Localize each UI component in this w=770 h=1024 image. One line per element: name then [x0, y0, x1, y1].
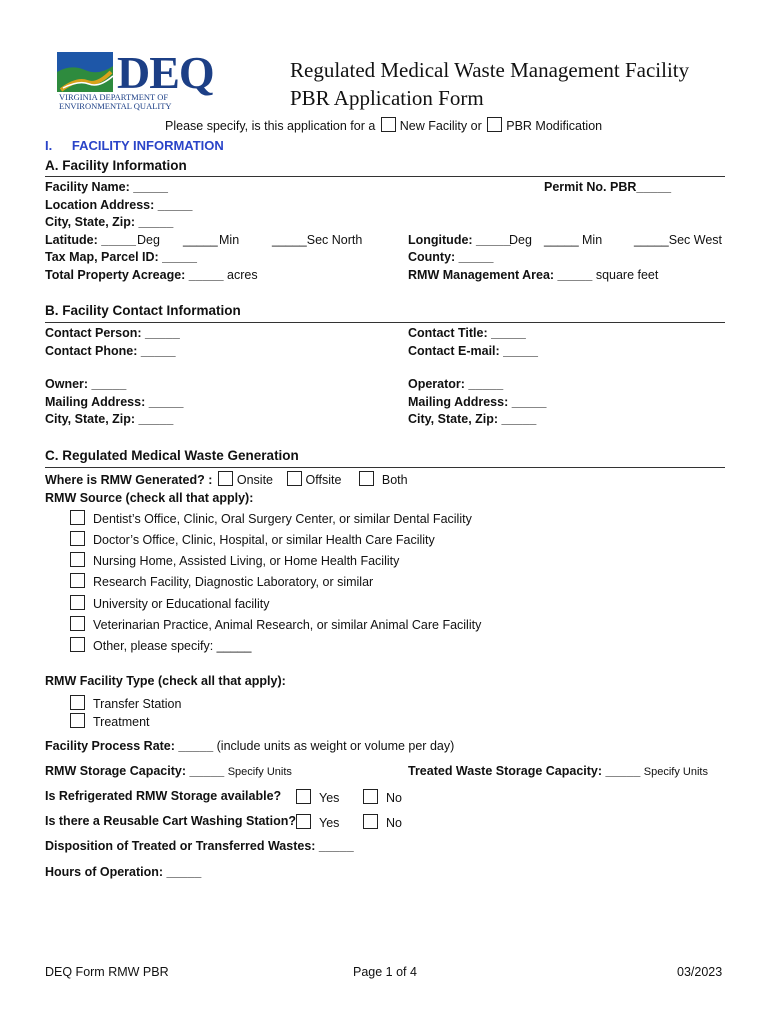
facility-type-option — [68, 713, 150, 729]
title-line-2: PBR Application Form — [290, 86, 484, 110]
longitude-min-label: Min — [582, 233, 603, 247]
acreage-field[interactable]: Total Property Acreage: _____ — [45, 268, 224, 282]
latitude-deg-label: Deg — [137, 233, 160, 247]
offsite-label: Offsite — [305, 473, 342, 487]
source-option — [68, 510, 472, 526]
cart-washing-no-option — [361, 814, 402, 830]
permit-number-field[interactable]: Permit No. PBR_____ — [544, 180, 672, 194]
facility-type-option — [68, 695, 181, 711]
facility-info-heading: A. Facility Information — [45, 158, 187, 173]
cart-washing-yes-checkbox[interactable] — [296, 814, 311, 829]
owner-city-state-zip-field[interactable]: City, State, Zip: _____ — [45, 412, 174, 426]
onsite-checkbox[interactable] — [218, 471, 233, 486]
refrigerated-yes-label: Yes — [319, 791, 340, 805]
operator-field[interactable]: Operator: _____ — [408, 377, 504, 391]
owner-field[interactable]: Owner: _____ — [45, 377, 127, 391]
source-option — [68, 595, 269, 611]
source-checkbox[interactable] — [70, 531, 85, 546]
both-label: Both — [381, 473, 408, 487]
longitude-deg-label: Deg — [509, 233, 532, 247]
source-checkbox[interactable] — [70, 637, 85, 652]
refrigerated-no-checkbox[interactable] — [363, 789, 378, 804]
offsite-checkbox[interactable] — [287, 471, 302, 486]
transfer-station-checkbox[interactable] — [70, 695, 85, 710]
section-1-heading — [45, 138, 224, 153]
new-facility-checkbox[interactable] — [381, 117, 396, 132]
refrigerated-no-label: No — [386, 791, 402, 805]
management-area-field[interactable]: RMW Management Area: _____ — [408, 268, 593, 282]
cart-washing-question: Is there a Reusable Cart Washing Station? — [45, 814, 296, 828]
treated-storage-row — [408, 764, 708, 778]
cart-washing-yes-label: Yes — [319, 816, 340, 830]
source-checkbox[interactable] — [70, 510, 85, 525]
owner-mailing-address-field[interactable]: Mailing Address: _____ — [45, 395, 184, 409]
source-option-label: Doctor’s Office, Clinic, Hospital, or similar Health Care Facility — [93, 533, 435, 547]
source-option — [68, 573, 373, 589]
acreage-row — [45, 268, 258, 282]
footer-date: 03/2023 — [677, 965, 723, 979]
generation-location-row — [45, 471, 408, 487]
source-option-label: Research Facility, Diagnostic Laboratory, or similar — [93, 575, 374, 589]
source-option — [68, 531, 435, 547]
source-option — [68, 637, 251, 653]
onsite-label: Onsite — [236, 473, 274, 487]
source-option-label: Veterinarian Practice, Animal Research, or similar Animal Care Facility — [93, 618, 482, 632]
hours-of-operation-field[interactable]: Hours of Operation: _____ — [45, 865, 202, 879]
process-rate-field[interactable]: Facility Process Rate: _____ — [45, 739, 214, 753]
logo-subtitle-2: ENVIRONMENTAL QUALITY — [59, 101, 172, 111]
generation-location-label: Where is RMW Generated? : — [45, 473, 213, 487]
source-option-other[interactable]: Other, please specify: _____ — [93, 639, 252, 653]
treated-storage-field[interactable]: Treated Waste Storage Capacity: _____ — [408, 764, 641, 778]
treated-storage-units: Specify Units — [643, 766, 708, 778]
city-state-zip-field[interactable]: City, State, Zip: _____ — [45, 215, 174, 229]
facility-type-label: RMW Facility Type (check all that apply): — [45, 674, 286, 688]
source-option — [68, 552, 399, 568]
latitude-min-label: Min — [219, 233, 240, 247]
section-1-number: I. — [45, 138, 53, 153]
process-rate-row — [45, 739, 454, 753]
pbr-modification-label: PBR Modification — [506, 119, 603, 133]
transfer-station-label: Transfer Station — [93, 697, 182, 711]
contact-title-field[interactable]: Contact Title: _____ — [408, 326, 526, 340]
treatment-checkbox[interactable] — [70, 713, 85, 728]
longitude-field[interactable]: Longitude: _____ — [408, 233, 511, 247]
footer-page-number: Page 1 of 4 — [353, 965, 417, 979]
tax-map-field[interactable]: Tax Map, Parcel ID: _____ — [45, 250, 197, 264]
refrigerated-no-option — [361, 789, 402, 805]
source-option-label: University or Educational facility — [93, 597, 270, 611]
disposition-field[interactable]: Disposition of Treated or Transferred Wastes: _____ — [45, 839, 354, 853]
refrigerated-yes-checkbox[interactable] — [296, 789, 311, 804]
source-option-label: Nursing Home, Assisted Living, or Home Health Facility — [93, 554, 400, 568]
operator-mailing-address-field[interactable]: Mailing Address: _____ — [408, 395, 547, 409]
longitude-sec-field[interactable]: _____Sec West — [634, 233, 723, 247]
contact-info-heading: B. Facility Contact Information — [45, 303, 241, 318]
location-address-field[interactable]: Location Address: _____ — [45, 198, 193, 212]
new-facility-label: New Facility or — [399, 119, 482, 133]
latitude-min-blank[interactable]: _____ — [183, 233, 218, 247]
section-divider — [45, 467, 725, 468]
source-option-label: Dentist’s Office, Clinic, Oral Surgery Center, or similar Dental Facility — [93, 512, 472, 526]
county-field[interactable]: County: _____ — [408, 250, 494, 264]
pbr-modification-checkbox[interactable] — [487, 117, 502, 132]
both-checkbox[interactable] — [359, 471, 374, 486]
form-title — [290, 56, 689, 112]
cart-washing-no-label: No — [386, 816, 402, 830]
deq-logo — [57, 47, 217, 111]
contact-email-field[interactable]: Contact E-mail: _____ — [408, 344, 538, 358]
source-checkbox[interactable] — [70, 616, 85, 631]
operator-city-state-zip-field[interactable]: City, State, Zip: _____ — [408, 412, 537, 426]
waste-generation-heading: C. Regulated Medical Waste Generation — [45, 448, 299, 463]
section-1-title: FACILITY INFORMATION — [71, 138, 224, 153]
management-area-unit: square feet — [595, 268, 659, 282]
source-checkbox[interactable] — [70, 573, 85, 588]
refrigerated-yes-option — [294, 789, 339, 805]
storage-capacity-units: Specify Units — [227, 766, 292, 778]
section-divider — [45, 176, 725, 177]
storage-capacity-row — [45, 764, 292, 778]
section-divider — [45, 322, 725, 323]
contact-phone-field[interactable]: Contact Phone: _____ — [45, 344, 176, 358]
logo-wordmark: DEQ — [117, 47, 214, 98]
latitude-sec-field[interactable]: _____Sec North — [272, 233, 363, 247]
longitude-min-blank[interactable]: _____ — [544, 233, 579, 247]
process-rate-note: (include units as weight or volume per day) — [216, 739, 455, 753]
rmw-source-label: RMW Source (check all that apply): — [45, 491, 254, 505]
source-checkbox[interactable] — [70, 552, 85, 567]
refrigerated-storage-question: Is Refrigerated RMW Storage available? — [45, 789, 282, 803]
storage-capacity-field[interactable]: RMW Storage Capacity: _____ — [45, 764, 225, 778]
logo-subtitle-1: VIRGINIA DEPARTMENT OF — [59, 92, 169, 102]
facility-name-field[interactable]: Facility Name: _____ — [45, 180, 168, 194]
acreage-unit: acres — [227, 268, 258, 282]
management-area-row — [408, 268, 658, 282]
source-option — [68, 616, 481, 632]
treatment-label: Treatment — [93, 715, 150, 729]
contact-person-field[interactable]: Contact Person: _____ — [45, 326, 180, 340]
source-checkbox[interactable] — [70, 595, 85, 610]
application-type-row — [165, 117, 602, 133]
cart-washing-no-checkbox[interactable] — [363, 814, 378, 829]
footer-form-id: DEQ Form RMW PBR — [45, 965, 169, 979]
title-line-1: Regulated Medical Waste Management Facility — [290, 58, 690, 82]
application-type-prompt: Please specify, is this application for a — [165, 119, 376, 133]
cart-washing-yes-option — [294, 814, 339, 830]
latitude-field[interactable]: Latitude: _____ — [45, 233, 137, 247]
